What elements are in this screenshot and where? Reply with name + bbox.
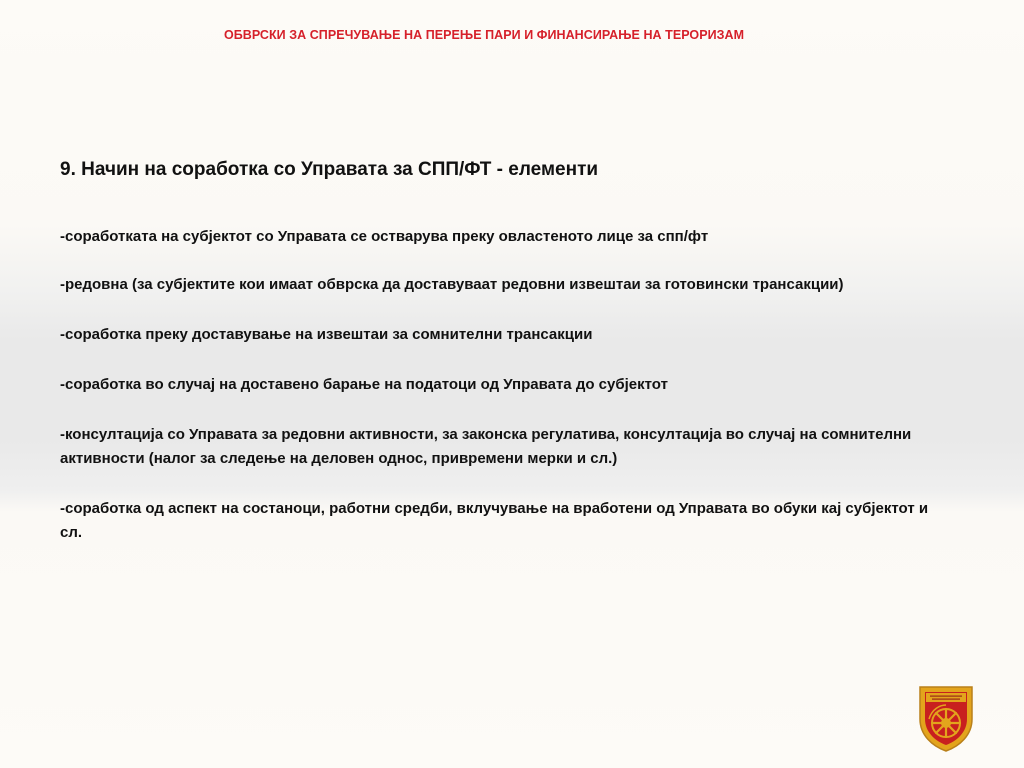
shield-emblem-icon [914, 683, 978, 753]
slide-header-title: ОБВРСКИ ЗА СПРЕЧУВАЊЕ НА ПЕРЕЊЕ ПАРИ И ФИНАНСИРАЊЕ НА ТЕРОРИЗАМ [223, 28, 745, 42]
slide-content [60, 157, 950, 571]
list-item: -соработка од аспект на состаноци, работни средби, вклучување на вработени од Управата во обуки кај субјектот и сл. [60, 500, 929, 541]
list-item: -соработка во случај на доставено барање на податоци од Управата до субјектот [60, 376, 668, 393]
list-item: -соработката на субјектот со Управата се остварува преку овластеното лице за спп/фт [60, 228, 709, 245]
list-item: -соработка преку доставување на извештаи за сомнителни трансакции [60, 326, 593, 343]
list-item: -редовна (за субјектите кои имаат обврска да доставуваат редовни извештаи за готовински трансакции) [60, 276, 844, 293]
slide-heading: 9. Начин на соработка со Управата за СПП/ФТ - елементи [60, 159, 599, 180]
list-item: -консултација со Управата за редовни активности, за законска регулатива, консултација во случај на сомнителни активности (налог за следење на деловен однос, привремени мерки и сл.) [60, 426, 912, 467]
